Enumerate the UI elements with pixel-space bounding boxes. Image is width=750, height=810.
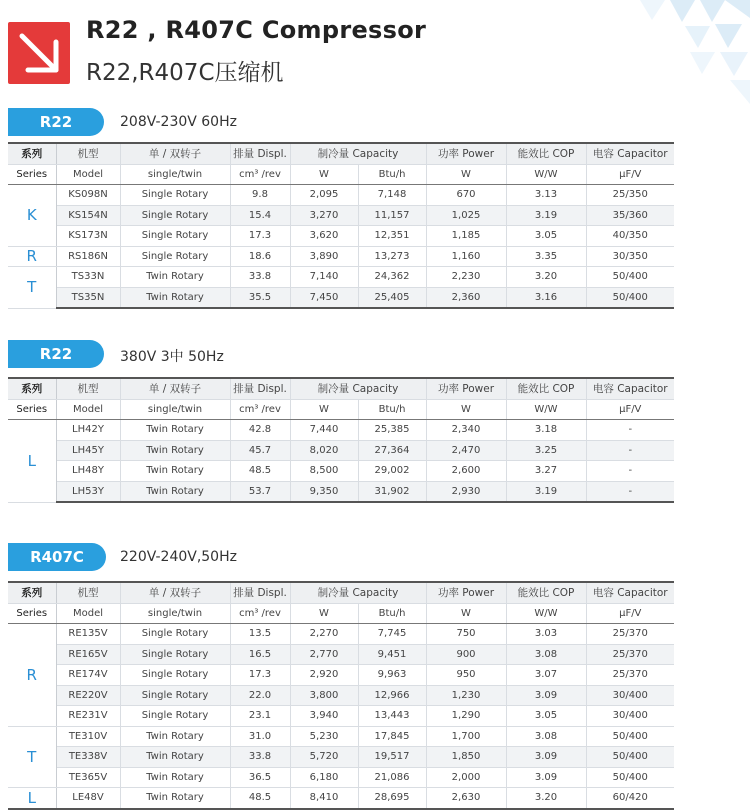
table-cell: Single Rotary bbox=[120, 624, 230, 645]
header-en-cap-btu: Btu/h bbox=[358, 164, 426, 185]
table-cell: 7,745 bbox=[358, 624, 426, 645]
table-cell: 3,800 bbox=[290, 685, 358, 706]
table-cell: 750 bbox=[426, 624, 506, 645]
page-title: R22 , R407C Compressor bbox=[86, 16, 427, 44]
header-series: 系列 bbox=[8, 582, 56, 603]
table-cell: Single Rotary bbox=[120, 185, 230, 206]
table-row bbox=[8, 706, 674, 727]
table-cell: 3,620 bbox=[290, 226, 358, 247]
table-cell: 1,290 bbox=[426, 706, 506, 727]
spec-table bbox=[8, 581, 674, 810]
table-cell: 60/420 bbox=[586, 788, 674, 809]
table-cell: Twin Rotary bbox=[120, 788, 230, 809]
table-cell: LH48Y bbox=[56, 461, 120, 482]
header-en-model: Model bbox=[56, 603, 120, 624]
table-cell: 3,940 bbox=[290, 706, 358, 727]
table-row bbox=[8, 726, 674, 747]
table-cell: 1,160 bbox=[426, 246, 506, 267]
header-cop: 能效比 COP bbox=[506, 378, 586, 399]
header-en-power: W bbox=[426, 399, 506, 420]
table-cell: 13.5 bbox=[230, 624, 290, 645]
header-en-displ: cm³ /rev bbox=[230, 603, 290, 624]
table-cell: KS173N bbox=[56, 226, 120, 247]
table-cell: 9,963 bbox=[358, 665, 426, 686]
series-label: R bbox=[8, 246, 56, 267]
header-en-model: Model bbox=[56, 399, 120, 420]
table-cell: 7,140 bbox=[290, 267, 358, 288]
table-cell: 5,720 bbox=[290, 747, 358, 768]
table-cell: 1,185 bbox=[426, 226, 506, 247]
table-cell: 30/350 bbox=[586, 246, 674, 267]
refrigerant-badge: R407C bbox=[8, 543, 106, 571]
table-row bbox=[8, 226, 674, 247]
table-cell: 2,630 bbox=[426, 788, 506, 809]
table-row bbox=[8, 624, 674, 645]
header-en-series: Series bbox=[8, 399, 56, 420]
table-cell: 3.05 bbox=[506, 706, 586, 727]
series-label: L bbox=[8, 788, 56, 809]
header-en-model: Model bbox=[56, 164, 120, 185]
power-spec: 220V-240V,50Hz bbox=[120, 549, 237, 565]
table-cell: 900 bbox=[426, 644, 506, 665]
table-cell: TS35N bbox=[56, 287, 120, 308]
header-en-cop: W/W bbox=[506, 603, 586, 624]
series-label: T bbox=[8, 267, 56, 309]
table-row bbox=[8, 246, 674, 267]
table-row bbox=[8, 685, 674, 706]
table-cell: 7,450 bbox=[290, 287, 358, 308]
table-cell: TS33N bbox=[56, 267, 120, 288]
header-model: 机型 bbox=[56, 582, 120, 603]
header-capacity: 制冷量 Capacity bbox=[290, 378, 426, 399]
table-row bbox=[8, 461, 674, 482]
table-cell: 9,451 bbox=[358, 644, 426, 665]
table-cell: Single Rotary bbox=[120, 246, 230, 267]
table-header-en bbox=[8, 603, 674, 624]
table-cell: 2,340 bbox=[426, 420, 506, 441]
table-cell: LH45Y bbox=[56, 440, 120, 461]
table-row bbox=[8, 420, 674, 441]
table-cell: - bbox=[586, 440, 674, 461]
table-cell: 670 bbox=[426, 185, 506, 206]
table-cell: TE310V bbox=[56, 726, 120, 747]
header-capacitor: 电容 Capacitor bbox=[586, 143, 674, 164]
table-cell: 24,362 bbox=[358, 267, 426, 288]
series-label: L bbox=[8, 420, 56, 503]
table-cell: 3.08 bbox=[506, 726, 586, 747]
table-cell: 28,695 bbox=[358, 788, 426, 809]
table-row bbox=[8, 267, 674, 288]
table-cell: 25/370 bbox=[586, 624, 674, 645]
header-en-cap-w: W bbox=[290, 399, 358, 420]
table-cell: Twin Rotary bbox=[120, 287, 230, 308]
table-cell: 50/400 bbox=[586, 267, 674, 288]
header-displacement: 排量 Displ. bbox=[230, 378, 290, 399]
decorative-hexagon-pattern bbox=[520, 0, 750, 110]
table-cell: Twin Rotary bbox=[120, 481, 230, 502]
table-cell: 3.07 bbox=[506, 665, 586, 686]
table-cell: 8,410 bbox=[290, 788, 358, 809]
table-cell: 1,700 bbox=[426, 726, 506, 747]
table-cell: 50/400 bbox=[586, 287, 674, 308]
spec-table bbox=[8, 142, 674, 309]
spec-table bbox=[8, 377, 674, 503]
table-cell: 8,500 bbox=[290, 461, 358, 482]
table-cell: 25/350 bbox=[586, 185, 674, 206]
table-cell: 53.7 bbox=[230, 481, 290, 502]
table-cell: 3.19 bbox=[506, 205, 586, 226]
table-cell: TE338V bbox=[56, 747, 120, 768]
table-cell: 17.3 bbox=[230, 226, 290, 247]
table-cell: 45.7 bbox=[230, 440, 290, 461]
table-cell: Twin Rotary bbox=[120, 767, 230, 788]
table-cell: 3.25 bbox=[506, 440, 586, 461]
table-cell: RS186N bbox=[56, 246, 120, 267]
table-cell: 9.8 bbox=[230, 185, 290, 206]
table-cell: 3,270 bbox=[290, 205, 358, 226]
table-cell: 2,920 bbox=[290, 665, 358, 686]
table-cell: 5,230 bbox=[290, 726, 358, 747]
power-spec: 380V 3中 50Hz bbox=[120, 349, 224, 365]
table-cell: 23.1 bbox=[230, 706, 290, 727]
table-cell: 27,364 bbox=[358, 440, 426, 461]
header-en-type: single/twin bbox=[120, 603, 230, 624]
table-row bbox=[8, 788, 674, 809]
table-cell: 35.5 bbox=[230, 287, 290, 308]
table-cell: Twin Rotary bbox=[120, 726, 230, 747]
table-cell: 48.5 bbox=[230, 788, 290, 809]
table-cell: RE220V bbox=[56, 685, 120, 706]
header-en-series: Series bbox=[8, 164, 56, 185]
header-en-cap-btu: Btu/h bbox=[358, 399, 426, 420]
table-cell: Single Rotary bbox=[120, 665, 230, 686]
table-cell: Single Rotary bbox=[120, 226, 230, 247]
header-en-capacitor: μF/V bbox=[586, 603, 674, 624]
table-cell: 2,930 bbox=[426, 481, 506, 502]
table-cell: 8,020 bbox=[290, 440, 358, 461]
header-cop: 能效比 COP bbox=[506, 582, 586, 603]
table-row bbox=[8, 747, 674, 768]
table-cell: - bbox=[586, 420, 674, 441]
table-cell: 7,440 bbox=[290, 420, 358, 441]
table-cell: 1,850 bbox=[426, 747, 506, 768]
table-cell: 13,443 bbox=[358, 706, 426, 727]
table-cell: 3.09 bbox=[506, 767, 586, 788]
logo bbox=[8, 22, 70, 84]
table-cell: TE365V bbox=[56, 767, 120, 788]
table-cell: 31,902 bbox=[358, 481, 426, 502]
table-cell: 50/400 bbox=[586, 747, 674, 768]
header-type: 单 / 双转子 bbox=[120, 143, 230, 164]
table-cell: LH53Y bbox=[56, 481, 120, 502]
table-header-en bbox=[8, 399, 674, 420]
header-en-capacitor: μF/V bbox=[586, 164, 674, 185]
header-en-type: single/twin bbox=[120, 164, 230, 185]
header-power: 功率 Power bbox=[426, 582, 506, 603]
header-en-cop: W/W bbox=[506, 399, 586, 420]
header-displacement: 排量 Displ. bbox=[230, 143, 290, 164]
table-cell: 3.19 bbox=[506, 481, 586, 502]
header-series: 系列 bbox=[8, 143, 56, 164]
table-cell: 2,000 bbox=[426, 767, 506, 788]
header-power: 功率 Power bbox=[426, 143, 506, 164]
table-cell: 18.6 bbox=[230, 246, 290, 267]
header-capacity: 制冷量 Capacity bbox=[290, 582, 426, 603]
header-series: 系列 bbox=[8, 378, 56, 399]
table-cell: LH42Y bbox=[56, 420, 120, 441]
table-cell: 3.18 bbox=[506, 420, 586, 441]
header-model: 机型 bbox=[56, 143, 120, 164]
table-cell: RE165V bbox=[56, 644, 120, 665]
table-cell: 6,180 bbox=[290, 767, 358, 788]
refrigerant-badge: R22 bbox=[8, 340, 104, 368]
header-en-capacitor: μF/V bbox=[586, 399, 674, 420]
page-subtitle: R22,R407C压缩机 bbox=[86, 60, 284, 86]
series-label: K bbox=[8, 185, 56, 247]
table-cell: 3,890 bbox=[290, 246, 358, 267]
header-model: 机型 bbox=[56, 378, 120, 399]
table-cell: - bbox=[586, 481, 674, 502]
power-spec: 208V-230V 60Hz bbox=[120, 114, 237, 130]
table-cell: 12,351 bbox=[358, 226, 426, 247]
table-cell: 2,600 bbox=[426, 461, 506, 482]
table-header-en bbox=[8, 164, 674, 185]
table-cell: 12,966 bbox=[358, 685, 426, 706]
table-cell: RE135V bbox=[56, 624, 120, 645]
table-cell: 36.5 bbox=[230, 767, 290, 788]
table-cell: 2,360 bbox=[426, 287, 506, 308]
table-header-cn bbox=[8, 143, 674, 164]
table-cell: 42.8 bbox=[230, 420, 290, 441]
table-cell: 2,230 bbox=[426, 267, 506, 288]
table-row bbox=[8, 287, 674, 308]
header-en-cop: W/W bbox=[506, 164, 586, 185]
header-en-cap-btu: Btu/h bbox=[358, 603, 426, 624]
header-en-displ: cm³ /rev bbox=[230, 164, 290, 185]
table-header-cn bbox=[8, 378, 674, 399]
table-cell: 25,405 bbox=[358, 287, 426, 308]
table-cell: 16.5 bbox=[230, 644, 290, 665]
table-cell: 29,002 bbox=[358, 461, 426, 482]
table-cell: 17.3 bbox=[230, 665, 290, 686]
table-cell: 30/400 bbox=[586, 685, 674, 706]
header-en-power: W bbox=[426, 603, 506, 624]
table-row bbox=[8, 767, 674, 788]
table-cell: LE48V bbox=[56, 788, 120, 809]
table-cell: Twin Rotary bbox=[120, 747, 230, 768]
header-cop: 能效比 COP bbox=[506, 143, 586, 164]
table-cell: 40/350 bbox=[586, 226, 674, 247]
table-cell: Twin Rotary bbox=[120, 267, 230, 288]
table-cell: 50/400 bbox=[586, 726, 674, 747]
table-cell: 3.09 bbox=[506, 685, 586, 706]
header-capacitor: 电容 Capacitor bbox=[586, 582, 674, 603]
header-en-series: Series bbox=[8, 603, 56, 624]
table-cell: 3.27 bbox=[506, 461, 586, 482]
table-row bbox=[8, 205, 674, 226]
table-cell: 30/400 bbox=[586, 706, 674, 727]
table-cell: Single Rotary bbox=[120, 706, 230, 727]
table-cell: Twin Rotary bbox=[120, 440, 230, 461]
table-cell: 3.08 bbox=[506, 644, 586, 665]
table-cell: 1,025 bbox=[426, 205, 506, 226]
table-cell: 3.16 bbox=[506, 287, 586, 308]
table-cell: 2,270 bbox=[290, 624, 358, 645]
table-cell: 3.09 bbox=[506, 747, 586, 768]
series-label: T bbox=[8, 726, 56, 788]
table-cell: 25/370 bbox=[586, 665, 674, 686]
table-cell: 7,148 bbox=[358, 185, 426, 206]
table-cell: 13,273 bbox=[358, 246, 426, 267]
table-cell: 25/370 bbox=[586, 644, 674, 665]
table-cell: 3.03 bbox=[506, 624, 586, 645]
table-cell: - bbox=[586, 461, 674, 482]
table-cell: 2,095 bbox=[290, 185, 358, 206]
table-header-cn bbox=[8, 582, 674, 603]
refrigerant-badge: R22 bbox=[8, 108, 104, 136]
table-cell: RE174V bbox=[56, 665, 120, 686]
table-cell: 48.5 bbox=[230, 461, 290, 482]
header-capacitor: 电容 Capacitor bbox=[586, 378, 674, 399]
series-label: R bbox=[8, 624, 56, 727]
table-cell: 3.20 bbox=[506, 267, 586, 288]
table-cell: Single Rotary bbox=[120, 685, 230, 706]
header-displacement: 排量 Displ. bbox=[230, 582, 290, 603]
table-row bbox=[8, 481, 674, 502]
table-cell: 3.20 bbox=[506, 788, 586, 809]
table-cell: 33.8 bbox=[230, 267, 290, 288]
table-cell: 15.4 bbox=[230, 205, 290, 226]
table-cell: 22.0 bbox=[230, 685, 290, 706]
table-cell: KS154N bbox=[56, 205, 120, 226]
table-cell: 2,470 bbox=[426, 440, 506, 461]
table-cell: 31.0 bbox=[230, 726, 290, 747]
table-cell: 3.05 bbox=[506, 226, 586, 247]
table-cell: 33.8 bbox=[230, 747, 290, 768]
table-cell: 2,770 bbox=[290, 644, 358, 665]
table-cell: 21,086 bbox=[358, 767, 426, 788]
header-type: 单 / 双转子 bbox=[120, 582, 230, 603]
table-cell: Twin Rotary bbox=[120, 420, 230, 441]
header-power: 功率 Power bbox=[426, 378, 506, 399]
table-cell: KS098N bbox=[56, 185, 120, 206]
table-row bbox=[8, 440, 674, 461]
table-cell: 19,517 bbox=[358, 747, 426, 768]
table-cell: Single Rotary bbox=[120, 205, 230, 226]
table-cell: 3.13 bbox=[506, 185, 586, 206]
header-capacity: 制冷量 Capacity bbox=[290, 143, 426, 164]
header-en-cap-w: W bbox=[290, 603, 358, 624]
table-cell: 3.35 bbox=[506, 246, 586, 267]
table-cell: RE231V bbox=[56, 706, 120, 727]
table-row bbox=[8, 185, 674, 206]
table-cell: Single Rotary bbox=[120, 644, 230, 665]
table-row bbox=[8, 644, 674, 665]
table-cell: 17,845 bbox=[358, 726, 426, 747]
table-cell: 25,385 bbox=[358, 420, 426, 441]
table-cell: 9,350 bbox=[290, 481, 358, 502]
header-en-power: W bbox=[426, 164, 506, 185]
header-type: 单 / 双转子 bbox=[120, 378, 230, 399]
table-cell: Twin Rotary bbox=[120, 461, 230, 482]
table-cell: 50/400 bbox=[586, 767, 674, 788]
table-row bbox=[8, 665, 674, 686]
header-en-displ: cm³ /rev bbox=[230, 399, 290, 420]
header-en-cap-w: W bbox=[290, 164, 358, 185]
table-cell: 1,230 bbox=[426, 685, 506, 706]
table-cell: 11,157 bbox=[358, 205, 426, 226]
header-en-type: single/twin bbox=[120, 399, 230, 420]
table-cell: 950 bbox=[426, 665, 506, 686]
arrow-down-right-icon bbox=[8, 22, 70, 84]
table-cell: 35/360 bbox=[586, 205, 674, 226]
